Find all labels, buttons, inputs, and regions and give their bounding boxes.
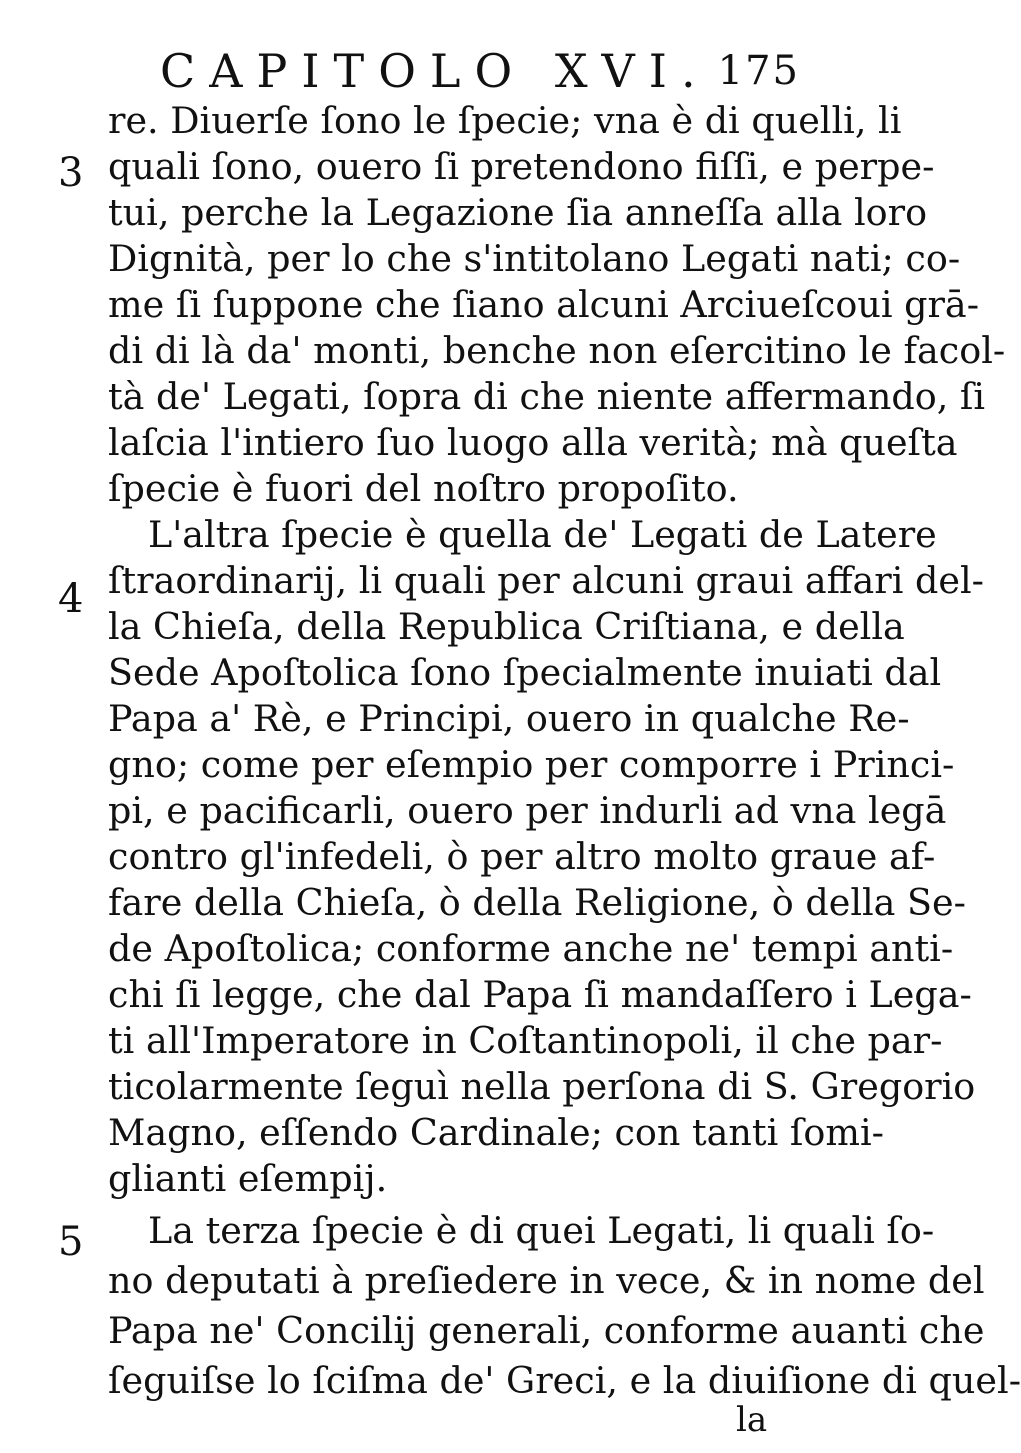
- text-line: glianti eſempij.: [108, 1157, 388, 1200]
- text-line: ti all'Imperatore in Coſtantinopoli, il che par-: [108, 1019, 943, 1062]
- text-line: Dignità, per lo che s'intitolano Legati nati; co-: [108, 237, 961, 280]
- text-line: pi, e pacificarli, ouero per indurli ad vna legā: [108, 789, 947, 832]
- margin-number: 5: [58, 1219, 84, 1265]
- text-line: La terza ſpecie è di quei Legati, li quali ſo-: [148, 1209, 935, 1252]
- page-header: [160, 42, 800, 102]
- text-line: ſtraordinarij, li quali per alcuni graui affari del-: [108, 559, 984, 602]
- text-line: chi ſi legge, che dal Papa ſi mandaſſero i Lega-: [108, 973, 972, 1016]
- text-line: la Chieſa, della Republica Criſtiana, e della: [108, 605, 905, 648]
- margin-number: 4: [58, 576, 84, 622]
- text-line: tui, perche la Legazione ſia anneſſa alla loro: [108, 191, 928, 234]
- text-line: me ſi ſuppone che ſiano alcuni Arciueſcoui grā-: [108, 283, 980, 326]
- catchword: la: [736, 1400, 768, 1440]
- text-line: contro gl'infedeli, ò per altro molto graue af-: [108, 835, 936, 878]
- page-number: 175: [717, 48, 800, 94]
- text-line: ſeguiſse lo ſciſma de' Greci, e la diuiſione di quel-: [108, 1359, 1021, 1402]
- text-line: Papa a' Rè, e Principi, ouero in qualche Re-: [108, 697, 910, 740]
- text-line: laſcia l'intiero ſuo luogo alla verità; mà queſta: [108, 421, 958, 464]
- text-line: di di là da' monti, benche non eſercitino le facol-: [108, 329, 1006, 372]
- text-line: fare della Chieſa, ò della Religione, ò della Se-: [108, 881, 966, 924]
- text-line: L'altra ſpecie è quella de' Legati de Latere: [148, 513, 937, 556]
- text-line: de Apoſtolica; conforme anche ne' tempi anti-: [108, 927, 954, 970]
- text-line: no deputati à preſiedere in vece, & in nome del: [108, 1259, 985, 1302]
- text-line: Magno, eſſendo Cardinale; con tanti ſomi-: [108, 1111, 884, 1154]
- text-line: ticolarmente ſeguì nella perſona di S. Gregorio: [108, 1065, 976, 1108]
- text-line: ſpecie è fuori del noſtro propoſito.: [108, 467, 739, 510]
- text-line: quali ſono, ouero ſi pretendono fiſſi, e perpe-: [108, 145, 935, 188]
- text-line: re. Diuerſe ſono le ſpecie; vna è di quelli, li: [108, 99, 902, 142]
- text-line: tà de' Legati, ſopra di che niente affermando, ſi: [108, 375, 986, 418]
- running-head: CAPITOLO XVI.: [160, 44, 710, 98]
- text-line: Sede Apoſtolica ſono ſpecialmente inuiati dal: [108, 651, 942, 694]
- text-line: Papa ne' Concilij generali, conforme auanti che: [108, 1309, 985, 1352]
- text-line: gno; come per eſempio per comporre i Princi-: [108, 743, 955, 786]
- margin-number: 3: [58, 150, 84, 196]
